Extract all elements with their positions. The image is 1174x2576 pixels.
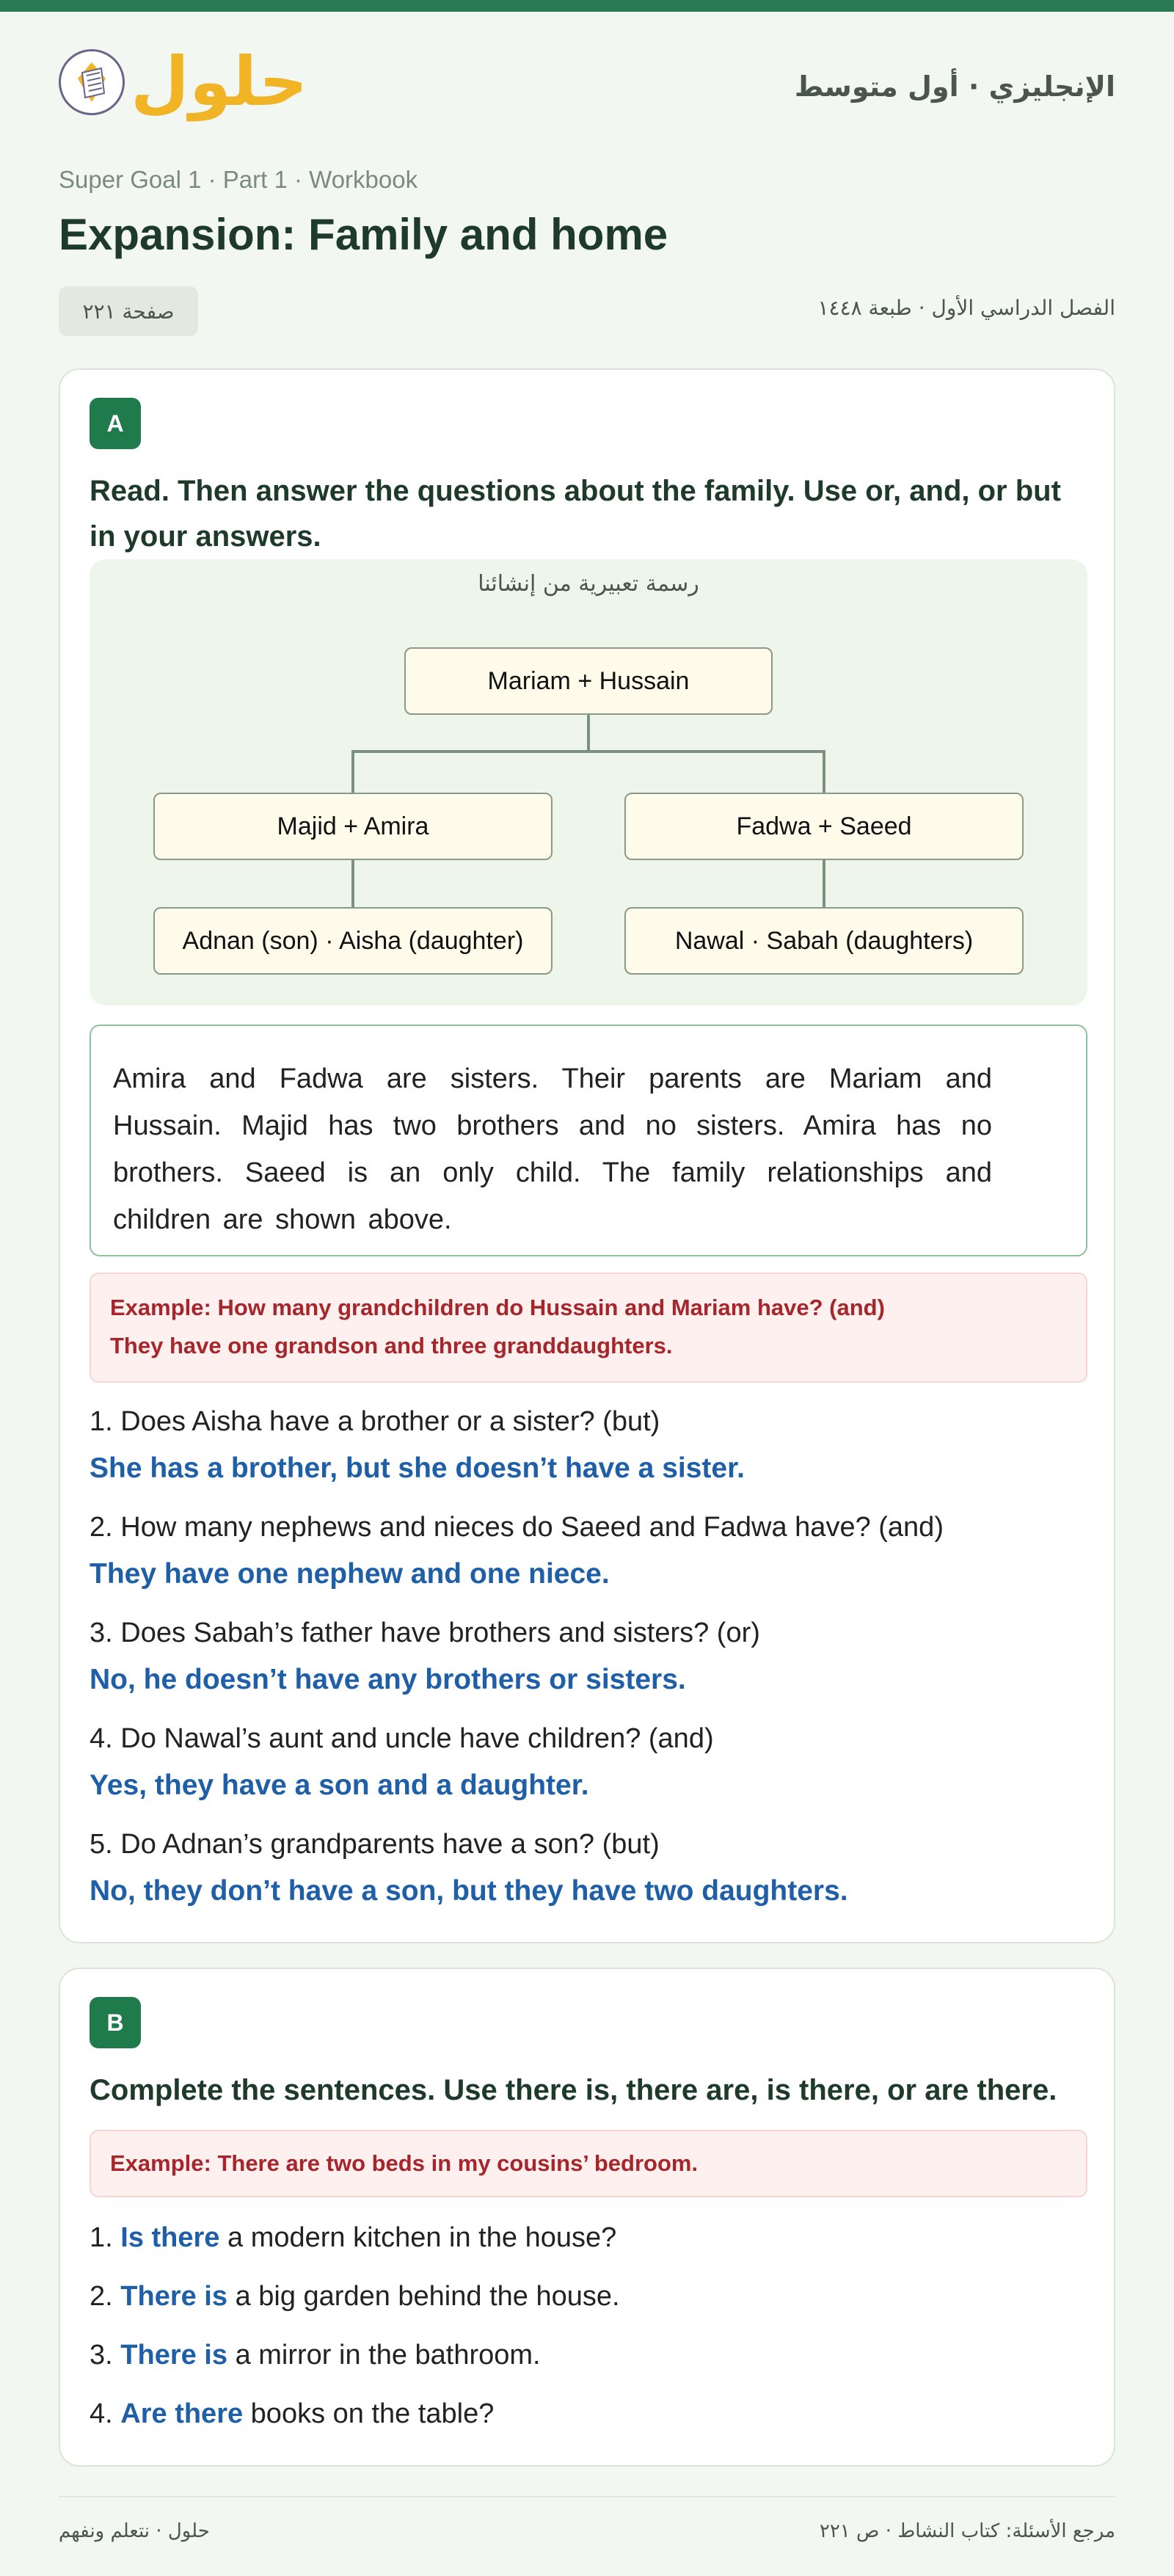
sentence-text: a mirror in the bathroom.: [235, 2340, 541, 2371]
sentence-number: 3.: [90, 2340, 113, 2371]
example-box-b: [90, 2130, 1087, 2197]
sentence-number: 1.: [90, 2222, 113, 2253]
subject-label: الإنجليزي · أول متوسط: [794, 70, 1115, 103]
sentence-1: [90, 2222, 1087, 2254]
answer-4: Yes, they have a son and a daughter.: [90, 1769, 589, 1801]
section-b-instruction: Complete the sentences. Use there is, there are, is there, or are there.: [90, 2074, 1057, 2106]
page-title: Expansion: Family and home: [59, 210, 668, 259]
tree-node-grandparents: Mariam + Hussain: [404, 647, 773, 715]
section-a-card: [59, 368, 1115, 1943]
example-question: Example: How many grandchildren do Hussain and Mariam have? (and): [110, 1295, 885, 1320]
question-4: 4. Do Nawal’s aunt and uncle have children? (and): [90, 1723, 714, 1754]
sentence-text: a big garden behind the house.: [235, 2281, 620, 2312]
question-2: 2. How many nephews and nieces do Saeed and Fadwa have? (and): [90, 1512, 944, 1543]
tree-caption: رسمة تعبيرية من إنشائنا: [478, 571, 699, 597]
sentence-3: [90, 2340, 1087, 2371]
sentence-text: books on the table?: [250, 2398, 495, 2429]
footer-divider: [59, 2496, 1115, 2497]
sentence-2: [90, 2281, 1087, 2313]
family-tree: [90, 559, 1087, 1005]
page-header: [59, 43, 1115, 135]
question-3: 3. Does Sabah’s father have brothers and sisters? (or): [90, 1618, 760, 1648]
sentence-number: 2.: [90, 2281, 113, 2312]
sentence-text: a modern kitchen in the house?: [227, 2222, 617, 2253]
top-accent-bar: [0, 0, 1174, 12]
page-number-badge: صفحة ٢٢١: [59, 286, 198, 336]
example-box: [90, 1273, 1087, 1383]
section-b-card: [59, 1968, 1115, 2467]
logo-wordmark: حلول: [131, 43, 308, 121]
tree-node-right-children: Nawal · Sabah (daughters): [624, 907, 1024, 975]
site-logo[interactable]: [59, 43, 308, 121]
example-sentence: Example: There are two beds in my cousins’ bedroom.: [110, 2150, 699, 2176]
tree-node-left-couple: Majid + Amira: [153, 793, 553, 860]
edition-label: الفصل الدراسي الأول · طبعة ١٤٤٨: [817, 296, 1115, 320]
answer-5: No, they don’t have a son, but they have two daughters.: [90, 1875, 848, 1907]
reading-passage: Amira and Fadwa are sisters. Their parents are Mariam and Hussain. Majid has two brothers and no sisters. Amira has no brothers. Saeed is an only child. The family relationships and children are shown above.: [90, 1025, 1087, 1256]
tree-node-right-couple: Fadwa + Saeed: [624, 793, 1024, 860]
sentence-answer: There is: [120, 2340, 227, 2371]
sentence-number: 4.: [90, 2398, 113, 2429]
answer-2: They have one nephew and one niece.: [90, 1558, 610, 1590]
section-a-badge: A: [90, 398, 141, 449]
answer-1: She has a brother, but she doesn’t have a sister.: [90, 1452, 745, 1484]
section-b-badge: B: [90, 1997, 141, 2048]
sentence-4: [90, 2398, 1087, 2430]
example-answer: They have one grandson and three granddaughters.: [110, 1333, 673, 1358]
footer-tagline: حلول · نتعلم ونفهم: [59, 2520, 210, 2542]
tree-node-left-children: Adnan (son) · Aisha (daughter): [153, 907, 553, 975]
breadcrumb[interactable]: Super Goal 1 · Part 1 · Workbook: [59, 166, 418, 193]
question-1: 1. Does Aisha have a brother or a sister? (but): [90, 1406, 660, 1437]
answer-3: No, he doesn’t have any brothers or sisters.: [90, 1664, 686, 1695]
sentence-answer: Are there: [120, 2398, 244, 2429]
section-a-instruction: Read. Then answer the questions about the family. Use or, and, or but in your answers.: [90, 475, 1061, 553]
sentence-answer: There is: [120, 2281, 227, 2312]
footer-reference: مرجع الأسئلة: كتاب النشاط · ص ٢٢١: [819, 2520, 1115, 2542]
sentence-answer: Is there: [120, 2222, 220, 2253]
question-5: 5. Do Adnan’s grandparents have a son? (but): [90, 1829, 660, 1860]
book-icon: [59, 49, 125, 115]
